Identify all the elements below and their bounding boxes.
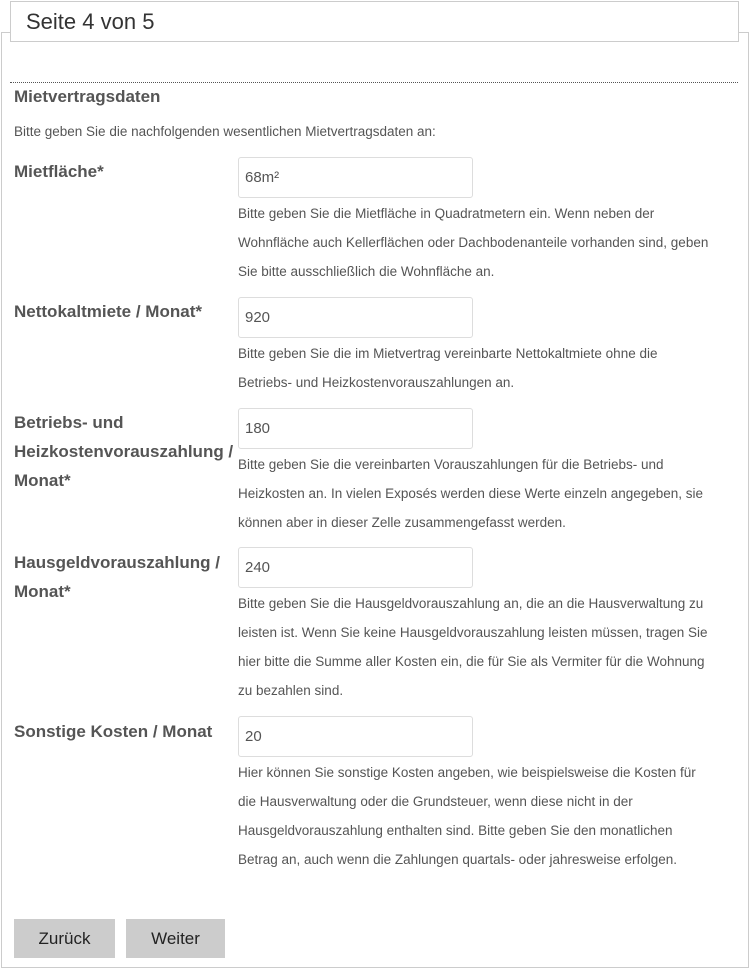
divider xyxy=(10,82,738,83)
section-intro: Bitte geben Sie die nachfolgenden wesentlichen Mietvertragsdaten an: xyxy=(14,124,436,139)
mietflaeche-input[interactable] xyxy=(238,157,473,198)
label-hausgeld: Hausgeldvorauszahlung / Monat* xyxy=(14,553,220,601)
hausgeld-input[interactable] xyxy=(238,547,473,588)
section-title: Mietvertragsdaten xyxy=(14,87,161,106)
sonstige-kosten-input[interactable] xyxy=(238,716,473,757)
help-sonstige-kosten: Hier können Sie sonstige Kosten angeben, wie beispielsweise die Kosten für die Hausverwaltung oder die Grundsteuer, wenn diese nicht in der Hausgeldvorauszahlung enthalten sind. Bitte geben Sie den monatlichen Betrag an, auch wenn die Zahlungen quartals- oder jahresweise erfolgen. xyxy=(238,765,696,867)
help-mietflaeche: Bitte geben Sie die Mietfläche in Quadratmetern ein. Wenn neben der Wohnfläche auch Kellerflächen oder Dachbodenanteile vorhanden sind, geben Sie bitte ausschließlich die Wohnfläche an. xyxy=(238,206,709,279)
label-betriebskosten: Betriebs- und Heizkostenvorauszahlung / Monat* xyxy=(14,413,234,490)
back-button[interactable]: Zurück xyxy=(14,919,115,958)
page-indicator: Seite 4 von 5 xyxy=(10,1,739,42)
betriebskosten-input[interactable] xyxy=(238,408,473,449)
nettokaltmiete-input[interactable] xyxy=(238,297,473,338)
label-mietflaeche: Mietfläche* xyxy=(14,162,104,181)
label-nettokaltmiete: Nettokaltmiete / Monat* xyxy=(14,302,202,321)
help-nettokaltmiete: Bitte geben Sie die im Mietvertrag vereinbarte Nettokaltmiete ohne die Betriebs- und Heizkostenvorauszahlungen an. xyxy=(238,346,658,390)
next-button[interactable]: Weiter xyxy=(126,919,225,958)
help-betriebskosten: Bitte geben Sie die vereinbarten Vorauszahlungen für die Betriebs- und Heizkosten an. In vielen Exposés werden diese Werte einzeln angegeben, sie können aber in dieser Zelle zusammengefasst werden. xyxy=(238,457,704,530)
label-sonstige-kosten: Sonstige Kosten / Monat xyxy=(14,722,213,741)
help-hausgeld: Bitte geben Sie die Hausgeldvorauszahlung an, die an die Hausverwaltung zu leisten ist. Wenn Sie keine Hausgeldvorauszahlung leisten müssen, tragen Sie hier bitte die Summe aller Kosten ein, die für Sie als Vermiter für die Wohnung zu bezahlen sind. xyxy=(238,596,708,698)
